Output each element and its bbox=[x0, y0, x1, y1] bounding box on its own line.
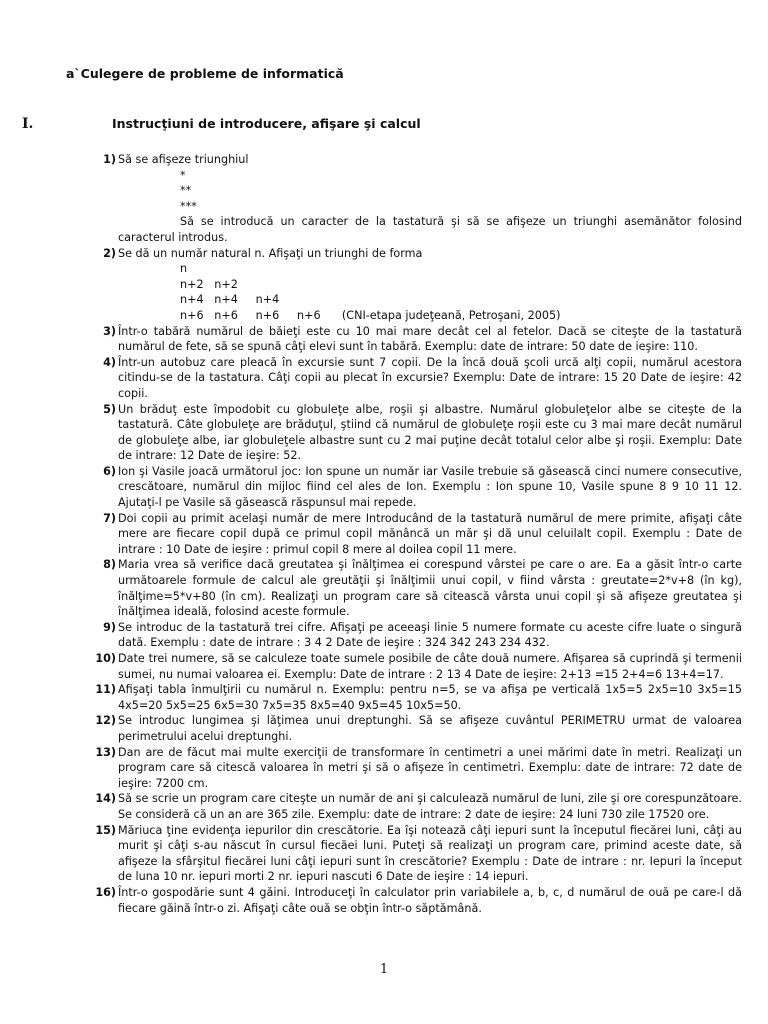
document-title: a`Culegere de probleme de informatică bbox=[66, 66, 344, 81]
triangle-line: n bbox=[180, 262, 188, 276]
problem-text: Dan are de făcut mai multe exerciţii de transformare în centimetri a unei mărimi date în metri. Realizaţi un program care să citescă valoarea în metri şi să o afişeze în centimetri. Exemplu: date de intrare: 72 date de ieşire: 7200 cm. bbox=[118, 745, 742, 790]
problem-item bbox=[62, 324, 742, 355]
problem-text: Doi copii au primit acelaşi număr de mere Introducând de la tastatură numărul de mere primite, afişaţi câte mere are fiecare copil după ce primul copil mănâncă un măr şi dă unul celuilalt copil. Exemplu : Date de intrare : 10 Date de ieşire : primul copil 8 mere al doilea copil 11 mere. bbox=[118, 511, 742, 556]
problem-item bbox=[62, 355, 742, 402]
problem-text: Într-un autobuz care pleacă în excursie sunt 7 copii. De la încă două şcoli urcă alţi copii, numărul acestora citindu-se de la tastatura. Câţi copii au plecat în excursie? Exemplu: Date de intrare: 15 20 Date de ieşire: 42 copii. bbox=[118, 355, 742, 400]
problem-item bbox=[62, 511, 742, 558]
problem-item bbox=[62, 791, 742, 822]
problem-item bbox=[62, 402, 742, 464]
problem-number: 14) bbox=[95, 792, 116, 806]
problem-number: 13) bbox=[95, 745, 116, 759]
problem-item bbox=[62, 682, 742, 713]
problem-extra-text: Să se introducă un caracter de la tastatură şi să se afişeze un triunghi asemănător folosind caracterul introdus. bbox=[118, 215, 742, 244]
problem-text: Măriuca ţine evidenţa iepurilor din crescătorie. Ea îşi notează câţi iepuri sunt la începutul fiecărei luni, câţi au murit şi câţi s-au născut în cursul fiecăei luni. Puteţi să realizaţi un program care, primind aceste date, să afişeze la sfârşitul fiecărei luni câţi iepuri sunt în crescătorie? Exemplu : Date de intrare : nr. Iepuri la început de luna 10 nr. iepuri morti 2 nr. iepuri nascuti 6 Date de ieşire : 14 iepuri. bbox=[118, 823, 742, 884]
problem-text: Se introduc lungimea şi lăţimea unui dreptunghi. Să se afişeze cuvântul PERIMETRU urmat de valoarea perimetrului acelui dreptunghi. bbox=[118, 714, 742, 743]
triangle-line: n+2 n+2 bbox=[180, 277, 238, 291]
problem-text: Într-o gospodărie sunt 4 găini. Introduceţi în calculator prin variabilele a, b, c, d numărul de ouă pe care-l dă fiecare găină într-o zi. Afişaţi câte ouă se obţin într-o săptămână. bbox=[118, 885, 742, 915]
problem-text: Într-o tabără numărul de băieţi este cu 10 mai mare decât cel al fetelor. Dacă se citeşte de la tastatură numărul de fete, să se spună câţi elevi sunt în tabără. Exemplu: date de intrare: 50 date de ieşire: 110. bbox=[118, 324, 742, 354]
problem-text: Afişaţi tabla înmulţirii cu numărul n. Exemplu: pentru n=5, se va afişa pe verticală 1x5=5 2x5=10 3x5=15 4x5=20 5x5=25 6x5=30 7x5=35 8x5=40 9x5=45 10x5=50. bbox=[118, 683, 742, 712]
problem-number: 5) bbox=[103, 402, 116, 416]
problem-number: 9) bbox=[103, 620, 116, 634]
problem-item bbox=[62, 152, 742, 246]
chapter-title: Instrucţiuni de introducere, afişare şi calcul bbox=[112, 116, 421, 131]
problem-number: 4) bbox=[103, 355, 116, 369]
problem-text: Ion şi Vasile joacă următorul joc: Ion spune un număr iar Vasile trebuie să găsească cinci numere consecutive, crescătoare, numărul din mijloc fiind cel ales de Ion. Exemplu : Ion spune 10, Vasile spune 8 9 10 11 12. Ajutaţi-l pe Vasile să găsească răspunsul mai repede. bbox=[118, 464, 742, 510]
problem-item bbox=[62, 745, 742, 792]
problem-text: Maria vrea să verifice dacă greutatea şi înălţimea ei corespund vârstei pe care o are. Ea a găsit într-o carte următoarele formule de calcul ale greutăţii şi înălţimii unui copil, v fiind vârsta : greutate=2*v+8 (în kg), înălţime=5*v+80 (în cm). Realizaţi un program care să citească vârsta unui copil şi să afişeze greutatea şi înălţimea ideală, folosind aceste formule. bbox=[118, 558, 742, 619]
triangle-line: n+6 n+6 n+6 n+6 (CNI-etapa judeţeană, Petroşani, 2005) bbox=[180, 308, 561, 322]
problem-item bbox=[62, 651, 742, 682]
problem-item bbox=[62, 713, 742, 744]
triangle-line: * bbox=[180, 168, 186, 182]
problem-text: Să se afişeze triunghiul bbox=[118, 153, 249, 166]
problem-text: Se introduc de la tastatură trei cifre. Afişaţi pe aceeaşi linie 5 numere formate cu aceste cifre luate o singură dată. Exemplu : date de intrare : 3 4 2 Date de ieşire : 324 342 243 234 432. bbox=[118, 620, 742, 650]
triangle-line: ** bbox=[180, 184, 192, 198]
problem-item bbox=[62, 885, 742, 916]
triangle-line: *** bbox=[180, 199, 197, 213]
problem-text: Un brăduţ este împodobit cu globuleţe albe, roşii şi albastre. Numărul globuleţelor albe se citeşte de la tastatură. Câte globuleţe are brăduţul, ştiind că numărul de globuleţe roşii este cu 3 mai mare decât numărul de globuleţe albe, iar globuleţele albastre sunt cu 2 mai puţine decât totalul celor albe şi roşii. Exemplu: Date de intrare: 12 Date de ieşire: 52. bbox=[118, 402, 742, 463]
problem-number: 1) bbox=[103, 153, 116, 166]
problem-item bbox=[62, 464, 742, 511]
problem-number: 7) bbox=[103, 511, 116, 525]
problem-number: 8) bbox=[103, 558, 116, 572]
triangle-line: n+4 n+4 n+4 bbox=[180, 293, 280, 307]
problem-number: 16) bbox=[95, 885, 116, 899]
problem-item bbox=[62, 246, 742, 324]
problem-number: 15) bbox=[95, 823, 116, 837]
problem-item bbox=[62, 557, 742, 619]
problem-list bbox=[62, 152, 742, 916]
problem-number: 2) bbox=[103, 246, 116, 260]
page-number: 1 bbox=[379, 962, 389, 977]
problem-number: 12) bbox=[95, 714, 116, 728]
problem-text: Se dă un număr natural n. Afişaţi un triunghi de forma bbox=[118, 246, 423, 260]
problem-item bbox=[62, 620, 742, 651]
problem-text: Date trei numere, să se calculeze toate sumele posibile de câte două numere. Afişarea să cuprindă şi termenii sumei, nu numai valoarea ei. Exemplu: Date de intrare : 2 13 4 Date de ieşire: 2+13 =15 2+4=6 13+4=17. bbox=[118, 652, 742, 681]
problem-number: 11) bbox=[95, 683, 116, 697]
chapter-number: I. bbox=[22, 116, 34, 132]
problem-number: 10) bbox=[95, 652, 116, 665]
problem-number: 3) bbox=[103, 324, 116, 338]
problem-text: Să se scrie un program care citeşte un număr de ani şi calculează numărul de luni, zile şi ore corespunzătoare. Se consideră că un an are 365 zile. Exemplu: date de intrare: 2 date de ieşire: 24 luni 730 zile 17520 ore. bbox=[118, 792, 742, 821]
problem-number: 6) bbox=[103, 464, 116, 478]
problem-item bbox=[62, 823, 742, 885]
